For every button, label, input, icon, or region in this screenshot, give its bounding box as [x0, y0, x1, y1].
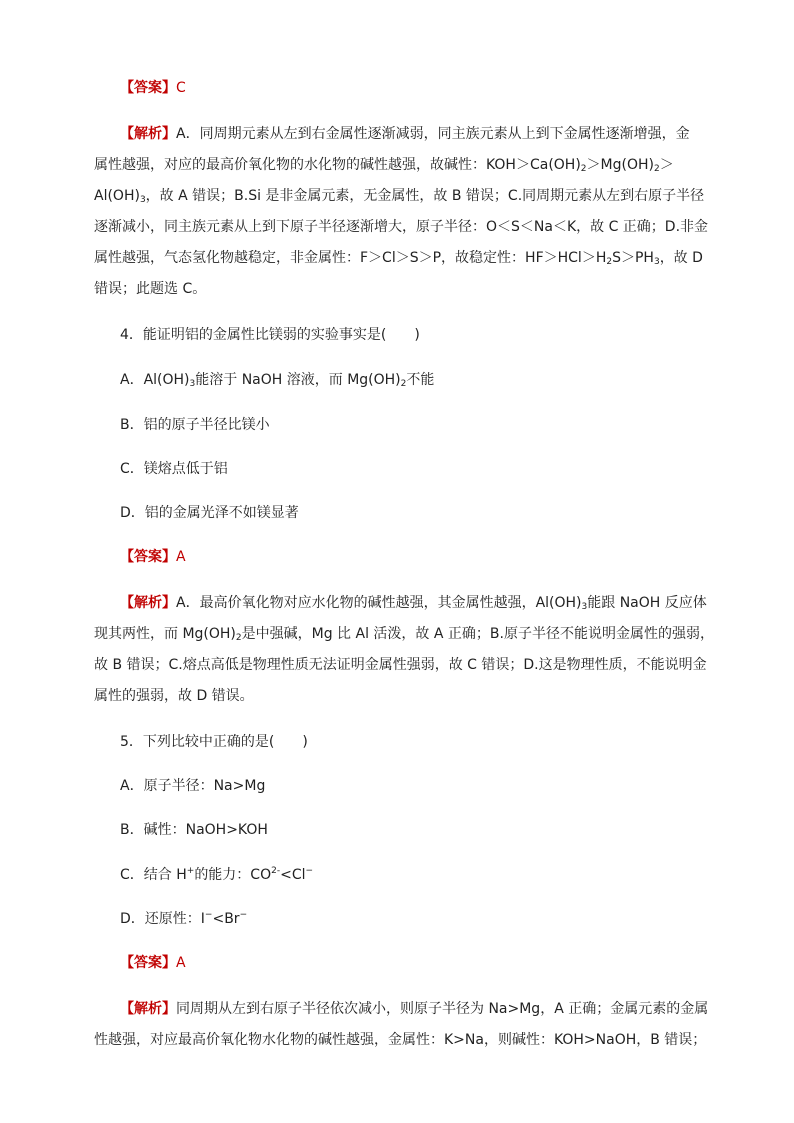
- answer-value: C: [176, 80, 186, 96]
- analysis-text: Al(OH): [94, 188, 140, 204]
- analysis-q4-line-2: [94, 624, 714, 644]
- option-text: 能溶于 NaOH 溶液，而 Mg(OH): [195, 372, 401, 388]
- analysis-text: ＞Mg(OH): [586, 157, 654, 173]
- analysis-text: ，故 D: [659, 250, 703, 266]
- subscript: 3: [139, 195, 146, 205]
- analysis-text: 错误；此题选 C。: [94, 281, 207, 297]
- option-text: D．还原性：I: [120, 911, 205, 927]
- analysis-text: A．最高价氧化物对应水化物的碱性越强，其金属性越强，Al(OH): [176, 595, 582, 611]
- analysis-q3-line-4: [94, 217, 708, 237]
- superscript: −: [204, 910, 213, 920]
- analysis-q3-line-3: [94, 186, 704, 206]
- subscript: 2: [606, 257, 613, 267]
- subscript: 3: [581, 602, 588, 612]
- analysis-q4-line-3: 故 B 错误；C.熔点高低是物理性质无法证明金属性强弱，故 C 错误；D.这是物理性质，不能说明金: [94, 657, 707, 673]
- question-4-option-b: B．铝的原子半径比镁小: [120, 417, 270, 433]
- analysis-q5-line-2: 性越强，对应最高价氧化物水化物的碱性越强，金属性：K>Na，则碱性：KOH>NaOH，B 错误；: [94, 1032, 707, 1048]
- superscript: 2-: [271, 866, 281, 876]
- analysis-text: S＞PH: [612, 250, 654, 266]
- analysis-q3-line-2: [94, 155, 674, 175]
- answer-q3: [120, 78, 186, 98]
- analysis-text: A．同周期元素从左到右金属性逐渐减弱，同主族元素从上到下金属性逐渐增强，金: [176, 126, 690, 142]
- question-5-option-c: [120, 865, 313, 885]
- analysis-label: 【解析】: [120, 126, 176, 142]
- subscript: 3: [653, 257, 660, 267]
- analysis-text: ，故 A 错误；B.Si 是非金属元素，无金属性，故 B 错误；C.同周期元素从左到右原子半径: [145, 188, 705, 204]
- analysis-q4-line-1: [120, 593, 707, 613]
- analysis-label: 【解析】: [120, 1001, 176, 1017]
- analysis-text: 能跟 NaOH 反应体: [587, 595, 707, 611]
- answer-label: 【答案】: [120, 80, 176, 96]
- subscript: 2: [580, 164, 587, 174]
- analysis-text: 属性越强，气态氢化物越稳定，非金属性：F＞Cl＞S＞P，故稳定性：HF＞HCl＞H: [94, 250, 607, 266]
- analysis-text: 现其两性，而 Mg(OH): [94, 626, 236, 642]
- option-text: 不能: [406, 372, 435, 388]
- answer-q4: [120, 547, 186, 567]
- superscript: −: [305, 866, 314, 876]
- question-4-stem: 4．能证明铝的金属性比镁弱的实验事实是( ): [120, 327, 420, 343]
- superscript: −: [239, 910, 248, 920]
- question-5-option-a: A．原子半径：Na>Mg: [120, 778, 266, 794]
- analysis-label: 【解析】: [120, 595, 176, 611]
- question-4-option-a: [120, 370, 434, 390]
- question-4-option-d: D．铝的金属光泽不如镁显著: [120, 505, 299, 521]
- analysis-text: 是中强碱，Mg 比 Al 活泼，故 A 正确；B.原子半径不能说明金属性的强弱，: [241, 626, 714, 642]
- analysis-text: 逐渐减小，同主族元素从上到下原子半径逐渐增大，原子半径：O＜S＜Na＜K，故 C 正确；D.非金: [94, 219, 709, 235]
- subscript: 2: [653, 164, 660, 174]
- answer-label: 【答案】: [120, 549, 176, 565]
- analysis-text: ＞: [659, 157, 674, 173]
- analysis-q3-line-5: [94, 248, 703, 268]
- analysis-text: 同周期从左到右原子半径依次减小，则原子半径为 Na>Mg，A 正确；金属元素的金属: [176, 1001, 709, 1017]
- analysis-q3-line-6: [94, 279, 206, 299]
- option-text: <Br: [212, 911, 240, 927]
- analysis-q5-line-1: [120, 999, 708, 1019]
- answer-value: A: [176, 549, 186, 565]
- answer-label: 【答案】: [120, 955, 176, 971]
- analysis-q3-line-1: [120, 124, 690, 144]
- subscript: 2: [400, 379, 407, 389]
- option-text: <Cl: [280, 867, 306, 883]
- answer-q5: [120, 953, 186, 973]
- superscript: +: [186, 866, 195, 876]
- analysis-q4-line-4: 属性的强弱，故 D 错误。: [94, 688, 254, 704]
- subscript: 3: [189, 379, 196, 389]
- question-4-option-c: C．镁熔点低于铝: [120, 461, 228, 477]
- question-5-stem: 5．下列比较中正确的是( ): [120, 734, 308, 750]
- question-5-option-b: B．碱性：NaOH>KOH: [120, 822, 268, 838]
- option-text: A．Al(OH): [120, 372, 190, 388]
- option-text: 的能力：CO: [194, 867, 272, 883]
- analysis-text: 属性越强，对应的最高价氧化物的水化物的碱性越强，故碱性：KOH＞Ca(OH): [94, 157, 581, 173]
- question-5-option-d: [120, 909, 247, 929]
- subscript: 2: [235, 633, 242, 643]
- answer-value: A: [176, 955, 186, 971]
- option-text: C．结合 H: [120, 867, 187, 883]
